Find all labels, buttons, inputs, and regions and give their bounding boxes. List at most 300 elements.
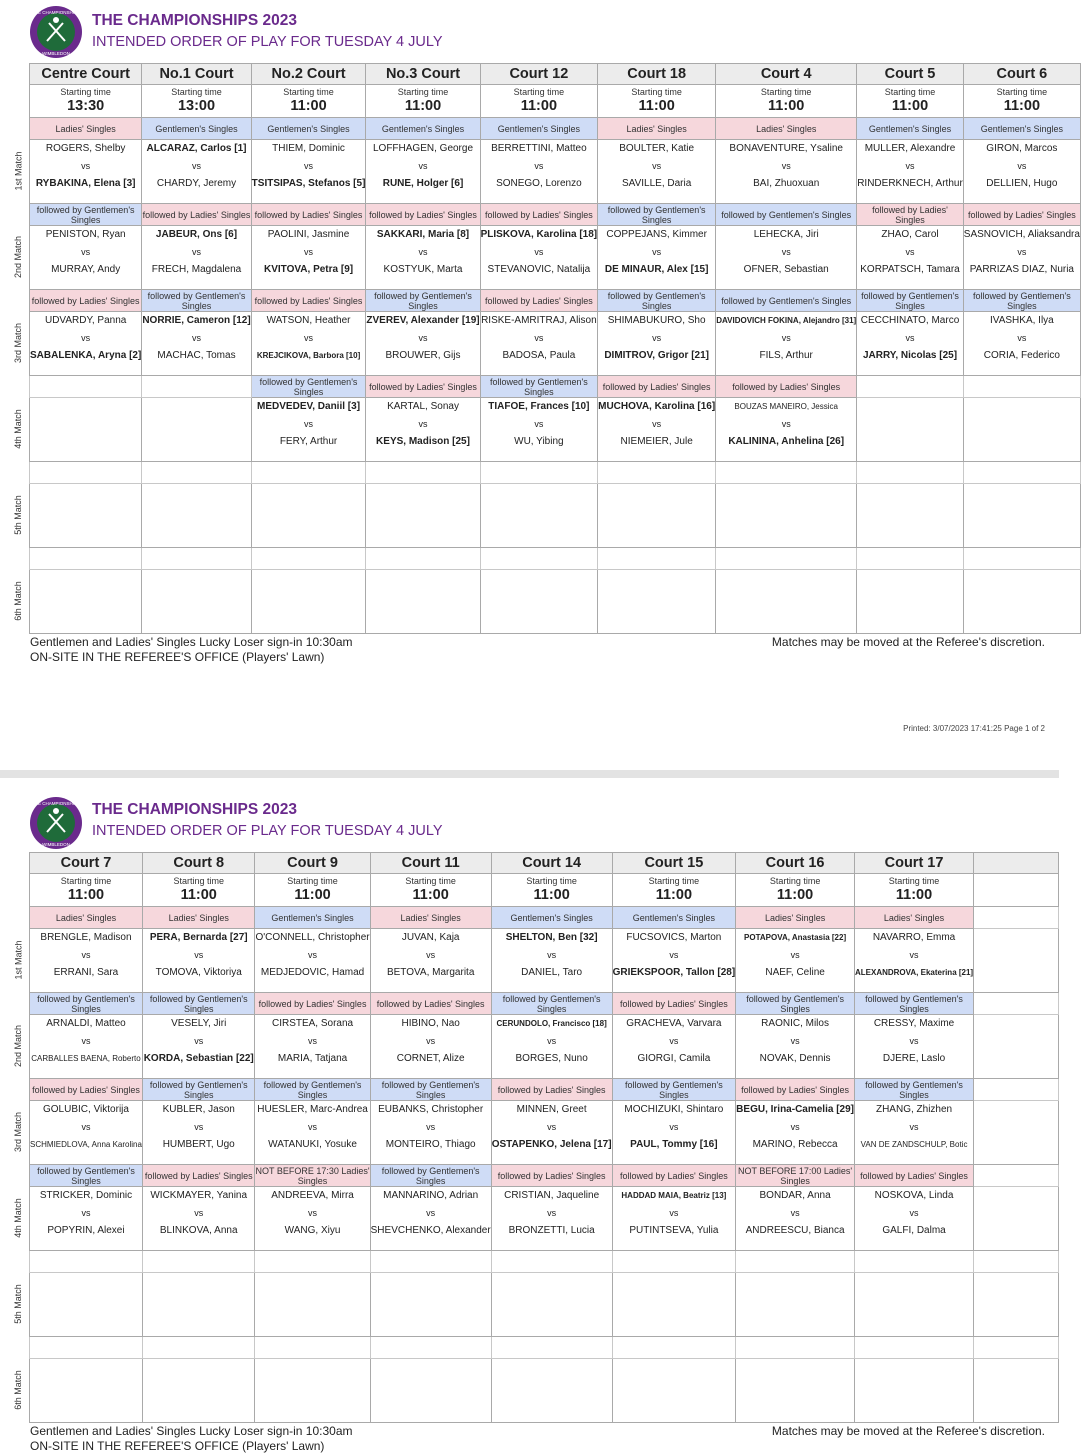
empty-cell [480, 484, 598, 548]
player-2: KVITOVA, Petra [9] [263, 264, 354, 275]
player-2: GIORGI, Camila [637, 1053, 711, 1064]
player-2: DELLIEN, Hugo [986, 178, 1058, 189]
start-time-cell [854, 874, 973, 907]
player-2: KORDA, Sebastian [22] [143, 1053, 254, 1064]
start-time-cell [480, 85, 598, 118]
vs-label: vs [81, 246, 91, 257]
start-time-label: Starting time [405, 876, 456, 886]
vs-label: vs [1017, 160, 1027, 171]
vs-label: vs [781, 160, 791, 171]
event-label: followed by Gentlemen's Singles [854, 1079, 973, 1101]
player-2: GALFI, Dalma [882, 1225, 946, 1236]
event-label: followed by Ladies' Singles [598, 376, 716, 398]
match-cell [716, 226, 857, 290]
empty-cell [30, 462, 142, 484]
empty-cell [255, 1273, 370, 1337]
start-time-label: Starting time [760, 87, 812, 97]
empty-cell [857, 548, 964, 570]
player-2: KALININA, Anhelina [26] [728, 436, 845, 447]
start-time: 11:00 [776, 887, 814, 903]
player-1: RISKE-AMRITRAJ, Alison [481, 315, 597, 326]
row-label-3rd-match: 3rd Match [13, 322, 23, 363]
event-label: followed by Ladies' Singles [854, 1165, 973, 1187]
start-time-label: Starting time [287, 876, 338, 886]
match-row [30, 140, 1081, 204]
start-time-label: Starting time [173, 876, 224, 886]
start-time-label: Starting time [60, 876, 112, 886]
empty-cell [612, 1337, 736, 1359]
player-2: BLINKOVA, Anna [159, 1225, 238, 1236]
player-1: MUCHOVA, Karolina [16] [598, 401, 716, 412]
footer-referee-office: ON-SITE IN THE REFEREE'S OFFICE (Players' Lawn) [30, 650, 325, 664]
player-1: WICKMAYER, Yanina [150, 1190, 248, 1201]
wimbledon-logo [29, 5, 83, 59]
event-label: followed by Gentlemen's Singles [491, 993, 612, 1015]
empty-cell [857, 398, 964, 462]
empty-cell [255, 1359, 370, 1423]
vs-label: vs [790, 949, 800, 960]
empty-cell [974, 1187, 1059, 1251]
empty-cell [598, 570, 716, 634]
vs-label: vs [81, 1035, 91, 1046]
player-2: CORNET, Alize [396, 1053, 465, 1064]
footer-lucky-loser: Gentlemen and Ladies' Singles Lucky Loser sign-in 10:30am [30, 1424, 353, 1438]
player-1: PAOLINI, Jasmine [267, 229, 350, 240]
empty-cell [963, 462, 1080, 484]
empty-cell [854, 1359, 973, 1423]
player-1: SASNOVICH, Aliaksandra [963, 229, 1080, 240]
match-cell [612, 1101, 736, 1165]
event-label: followed by Ladies' Singles [491, 1079, 612, 1101]
event-label: Gentlemen's Singles [251, 118, 366, 140]
start-time: 11:00 [294, 887, 331, 903]
row-label-6th-match: 6th Match [13, 580, 23, 621]
start-time-cell [857, 85, 964, 118]
event-label: followed by Gentlemen's Singles [598, 290, 716, 312]
event-label: followed by Gentlemen's Singles [612, 1079, 736, 1101]
vs-label: vs [790, 1121, 800, 1132]
vs-label: vs [905, 246, 915, 257]
vs-label: vs [905, 160, 915, 171]
vs-label: vs [547, 1207, 557, 1218]
player-2: FILS, Arthur [759, 350, 813, 361]
match-cell [255, 929, 370, 993]
player-2: CARBALLES BAENA, Roberto [31, 1054, 141, 1063]
empty-cell [142, 1251, 255, 1273]
empty-cell [480, 548, 598, 570]
empty-cell [612, 1273, 736, 1337]
event-label: Gentlemen's Singles [142, 118, 251, 140]
match-cell [480, 140, 598, 204]
player-1: NAVARRO, Emma [872, 932, 956, 943]
start-time: 11:00 [638, 98, 675, 114]
empty-cell [736, 1251, 855, 1273]
event-label: followed by Gentlemen's Singles [716, 290, 857, 312]
match-row [30, 1015, 1059, 1079]
match-cell [736, 1101, 855, 1165]
order-of-play-table [29, 63, 1081, 634]
player-1: HIBINO, Nao [401, 1018, 460, 1029]
event-label: Gentlemen's Singles [963, 118, 1080, 140]
match-cell [612, 1015, 736, 1079]
player-1: O'CONNELL, Christopher [255, 932, 370, 943]
event-label: followed by Ladies' Singles [736, 1079, 855, 1101]
match-cell [30, 1015, 143, 1079]
start-time: 11:00 [768, 98, 805, 114]
court-name: Court 7 [30, 853, 143, 874]
event-label: followed by Gentlemen's Singles [716, 204, 857, 226]
match-cell [30, 226, 142, 290]
court-name: Court 17 [854, 853, 973, 874]
page-subtitle: INTENDED ORDER OF PLAY FOR TUESDAY 4 JULY [92, 34, 443, 50]
start-time: 11:00 [404, 98, 442, 114]
event-label: followed by Ladies' Singles [963, 204, 1080, 226]
player-2: RYBAKINA, Elena [3] [35, 178, 136, 189]
court-name: Centre Court [30, 64, 142, 85]
empty-cell [30, 398, 142, 462]
event-row [30, 1251, 1059, 1273]
start-time-label: Starting time [648, 876, 700, 886]
match-cell [491, 1015, 612, 1079]
event-label: followed by Ladies' Singles [480, 204, 598, 226]
player-2: KREJCIKOVA, Barbora [10] [256, 351, 361, 360]
empty-cell [370, 1251, 491, 1273]
empty-cell [142, 376, 251, 398]
player-2: MONTEIRO, Thiago [385, 1139, 476, 1150]
vs-label: vs [781, 418, 791, 429]
start-time-cell [370, 874, 491, 907]
vs-label: vs [652, 160, 662, 171]
empty-cell [974, 1337, 1059, 1359]
empty-cell [974, 853, 1059, 874]
event-row [30, 1079, 1059, 1101]
empty-cell [974, 1273, 1059, 1337]
player-1: NOSKOVA, Linda [874, 1190, 954, 1201]
empty-cell [30, 376, 142, 398]
event-label: followed by Ladies' Singles [251, 290, 366, 312]
player-1: MOCHIZUKI, Shintaro [624, 1104, 724, 1115]
start-time: 11:00 [1003, 98, 1041, 114]
empty-cell [366, 484, 480, 548]
event-row [30, 376, 1081, 398]
vs-label: vs [194, 1035, 204, 1046]
event-label: followed by Gentlemen's Singles [366, 290, 480, 312]
match-cell [255, 1187, 370, 1251]
match-cell [491, 1101, 612, 1165]
player-1: BERRETTINI, Matteo [491, 143, 587, 154]
court-name: Court 9 [255, 853, 370, 874]
match-cell [366, 226, 480, 290]
empty-cell [612, 1251, 736, 1273]
player-1: CECCHINATO, Marco [860, 315, 960, 326]
event-label: followed by Ladies' Singles [370, 993, 491, 1015]
empty-cell [366, 548, 480, 570]
player-1: UDVARDY, Panna [44, 315, 127, 326]
player-1: TIAFOE, Frances [10] [488, 401, 590, 412]
row-label-5th-match: 5th Match [13, 494, 23, 535]
player-1: POTAPOVA, Anastasia [22] [744, 933, 847, 942]
empty-cell [251, 548, 366, 570]
player-2: NIEMEIER, Jule [620, 436, 693, 447]
player-2: WATANUKI, Yosuke [268, 1139, 357, 1150]
empty-cell [366, 462, 480, 484]
match-cell [716, 312, 857, 376]
player-2: OFNER, Sebastian [743, 264, 829, 275]
start-time-cell [142, 874, 255, 907]
row-label-2nd-match: 2nd Match [13, 235, 23, 278]
player-1: SAKKARI, Maria [8] [376, 229, 470, 240]
event-label: followed by Ladies' Singles [366, 204, 480, 226]
empty-cell [612, 1359, 736, 1423]
player-2: STEVANOVIC, Natalija [487, 264, 591, 275]
player-1: RAONIC, Milos [761, 1018, 829, 1029]
event-label: followed by Ladies' Singles [366, 376, 480, 398]
start-time-cell [963, 85, 1080, 118]
empty-cell [716, 570, 857, 634]
empty-cell [974, 1015, 1059, 1079]
start-time-cell [251, 85, 366, 118]
vs-label: vs [534, 418, 544, 429]
start-time: 11:00 [655, 887, 693, 903]
vs-label: vs [418, 418, 428, 429]
empty-cell [30, 1337, 143, 1359]
event-label: followed by Ladies' Singles [612, 993, 736, 1015]
row-label-4th-match: 4th Match [13, 1197, 23, 1238]
svg-text:THE CHAMPIONSHIPS: THE CHAMPIONSHIPS [31, 10, 81, 15]
start-time-cell [716, 85, 857, 118]
event-label: followed by Ladies' Singles [142, 204, 251, 226]
vs-label: vs [426, 1207, 436, 1218]
start-time: 11:00 [67, 887, 105, 903]
empty-cell [30, 1273, 143, 1337]
match-cell [857, 226, 964, 290]
match-cell [251, 140, 366, 204]
empty-cell [854, 1251, 973, 1273]
footer-referee-office: ON-SITE IN THE REFEREE'S OFFICE (Players' Lawn) [30, 1439, 325, 1453]
empty-cell [480, 462, 598, 484]
match-row [30, 226, 1081, 290]
event-row [30, 548, 1081, 570]
vs-label: vs [790, 1207, 800, 1218]
player-1: CERUNDOLO, Francisco [18] [496, 1019, 607, 1028]
player-2: BORGES, Nuno [515, 1053, 588, 1064]
player-2: KEYS, Madison [25] [376, 436, 470, 447]
order-of-play-table [29, 852, 1059, 1423]
empty-cell [736, 1337, 855, 1359]
page-title: THE CHAMPIONSHIPS 2023 [92, 12, 297, 29]
player-1: MULLER, Alexandre [864, 143, 956, 154]
match-cell [854, 1015, 973, 1079]
match-cell [716, 140, 857, 204]
event-label: followed by Gentlemen's Singles [30, 1165, 143, 1187]
page-2 [0, 770, 1059, 1453]
vs-label: vs [909, 1035, 919, 1046]
vs-label: vs [304, 418, 314, 429]
vs-label: vs [191, 332, 201, 343]
event-label: Ladies' Singles [30, 118, 142, 140]
start-time-cell [30, 85, 142, 118]
player-2: FRECH, Magdalena [151, 264, 242, 275]
vs-label: vs [304, 160, 314, 171]
empty-cell [963, 398, 1080, 462]
empty-cell [142, 548, 251, 570]
player-1: BOUZAS MANEIRO, Jessica [734, 402, 838, 411]
event-label: Ladies' Singles [598, 118, 716, 140]
empty-cell [963, 484, 1080, 548]
player-2: MURRAY, Andy [51, 264, 121, 275]
vs-label: vs [194, 1207, 204, 1218]
match-cell [854, 929, 973, 993]
start-time-row [30, 874, 1059, 907]
event-label: NOT BEFORE 17:30 Ladies' Singles [255, 1165, 370, 1186]
event-row [30, 993, 1059, 1015]
empty-cell [963, 376, 1080, 398]
match-cell [963, 312, 1080, 376]
player-1: KARTAL, Sonay [387, 401, 459, 412]
vs-label: vs [308, 1121, 318, 1132]
vs-label: vs [534, 246, 544, 257]
event-label: followed by Ladies' Singles [30, 290, 142, 312]
event-row [30, 462, 1081, 484]
player-1: JABEUR, Ons [6] [155, 229, 238, 240]
player-1: MEDVEDEV, Daniil [3] [257, 401, 361, 412]
event-label: Ladies' Singles [716, 118, 857, 140]
event-label: followed by Ladies' Singles [30, 1079, 143, 1101]
player-2: FERY, Arthur [279, 436, 338, 447]
player-1: CRISTIAN, Jaqueline [504, 1190, 600, 1201]
player-2: CHARDY, Jeremy [156, 178, 237, 189]
player-2: MACHAC, Tomas [157, 350, 236, 361]
match-cell [598, 312, 716, 376]
empty-cell [854, 1273, 973, 1337]
event-label: followed by Ladies' Singles [716, 376, 857, 398]
empty-cell [142, 462, 251, 484]
empty-cell [255, 1251, 370, 1273]
match-cell [142, 312, 251, 376]
player-2: ANDREESCU, Bianca [745, 1225, 845, 1236]
row-label-3rd-match: 3rd Match [13, 1111, 23, 1152]
court-name: Court 12 [480, 64, 598, 85]
player-1: GRACHEVA, Varvara [626, 1018, 722, 1029]
player-1: FUCSOVICS, Marton [626, 932, 722, 943]
match-cell [480, 312, 598, 376]
match-cell [30, 1187, 143, 1251]
player-2: ALEXANDROVA, Ekaterina [21] [854, 968, 974, 977]
vs-label: vs [426, 1035, 436, 1046]
vs-label: vs [909, 1207, 919, 1218]
footer-referee-discretion: Matches may be moved at the Referee's discretion. [771, 1424, 1045, 1438]
court-name: Court 11 [370, 853, 491, 874]
player-2: JARRY, Nicolas [25] [862, 350, 958, 361]
event-label: followed by Gentlemen's Singles [963, 290, 1080, 312]
empty-cell [974, 1165, 1059, 1187]
player-2: PARRIZAS DIAZ, Nuria [969, 264, 1074, 275]
empty-cell [857, 462, 964, 484]
player-1: MINNEN, Greet [516, 1104, 587, 1115]
player-1: GOLUBIC, Viktorija [43, 1104, 129, 1115]
event-row [30, 1165, 1059, 1187]
vs-label: vs [669, 949, 679, 960]
court-name: Court 14 [491, 853, 612, 874]
player-1: KUBLER, Jason [162, 1104, 235, 1115]
match-cell [736, 1187, 855, 1251]
start-time-cell [30, 874, 143, 907]
empty-cell [251, 462, 366, 484]
start-time-cell [598, 85, 716, 118]
player-1: NORRIE, Cameron [12] [142, 315, 251, 326]
player-2: CORIA, Federico [983, 350, 1060, 361]
vs-label: vs [194, 1121, 204, 1132]
match-cell [612, 929, 736, 993]
empty-cell [974, 907, 1059, 929]
match-cell [598, 140, 716, 204]
match-cell [251, 226, 366, 290]
match-cell [480, 398, 598, 462]
vs-label: vs [81, 949, 91, 960]
event-label: Gentlemen's Singles [857, 118, 964, 140]
start-time-label: Starting time [171, 87, 222, 97]
event-row [30, 204, 1081, 226]
vs-label: vs [669, 1121, 679, 1132]
event-label: followed by Ladies' Singles [255, 993, 370, 1015]
event-label: Gentlemen's Singles [491, 907, 612, 929]
match-row [30, 1359, 1059, 1423]
vs-label: vs [426, 949, 436, 960]
empty-cell [142, 484, 251, 548]
match-cell [366, 398, 480, 462]
start-time: 11:00 [412, 887, 449, 903]
court-name: Court 15 [612, 853, 736, 874]
event-label: Ladies' Singles [854, 907, 973, 929]
footer-referee-discretion: Matches may be moved at the Referee's discretion. [771, 635, 1045, 649]
player-2: BRONZETTI, Lucia [508, 1225, 595, 1236]
start-time: 11:00 [290, 98, 327, 114]
player-2: SONEGO, Lorenzo [496, 178, 582, 189]
vs-label: vs [418, 332, 428, 343]
row-label-2nd-match: 2nd Match [13, 1024, 23, 1067]
event-row [30, 1337, 1059, 1359]
match-row [30, 312, 1081, 376]
svg-text:WIMBLEDON: WIMBLEDON [42, 842, 70, 847]
match-cell [716, 398, 857, 462]
empty-cell [857, 484, 964, 548]
match-cell [370, 1015, 491, 1079]
player-2: OSTAPENKO, Jelena [17] [491, 1139, 612, 1150]
empty-cell [251, 570, 366, 634]
start-time-cell [491, 874, 612, 907]
match-cell [30, 312, 142, 376]
player-1: BEGU, Irina-Camelia [29] [736, 1104, 854, 1115]
match-cell [30, 929, 143, 993]
page-title: THE CHAMPIONSHIPS 2023 [92, 801, 297, 818]
start-time-label: Starting time [884, 87, 936, 97]
start-time: 11:00 [533, 887, 570, 903]
vs-label: vs [547, 1035, 557, 1046]
match-cell [963, 140, 1080, 204]
match-cell [598, 226, 716, 290]
player-2: DE MINAUR, Alex [15] [604, 264, 709, 275]
empty-cell [30, 1359, 143, 1423]
empty-cell [598, 548, 716, 570]
player-1: BOULTER, Katie [619, 143, 695, 154]
match-cell [30, 140, 142, 204]
player-2: NAEF, Celine [765, 967, 825, 978]
vs-label: vs [781, 246, 791, 257]
match-cell [142, 226, 251, 290]
player-1: VESELY, Jiri [171, 1018, 227, 1029]
player-1: LEHECKA, Jiri [753, 229, 819, 240]
match-cell [598, 398, 716, 462]
